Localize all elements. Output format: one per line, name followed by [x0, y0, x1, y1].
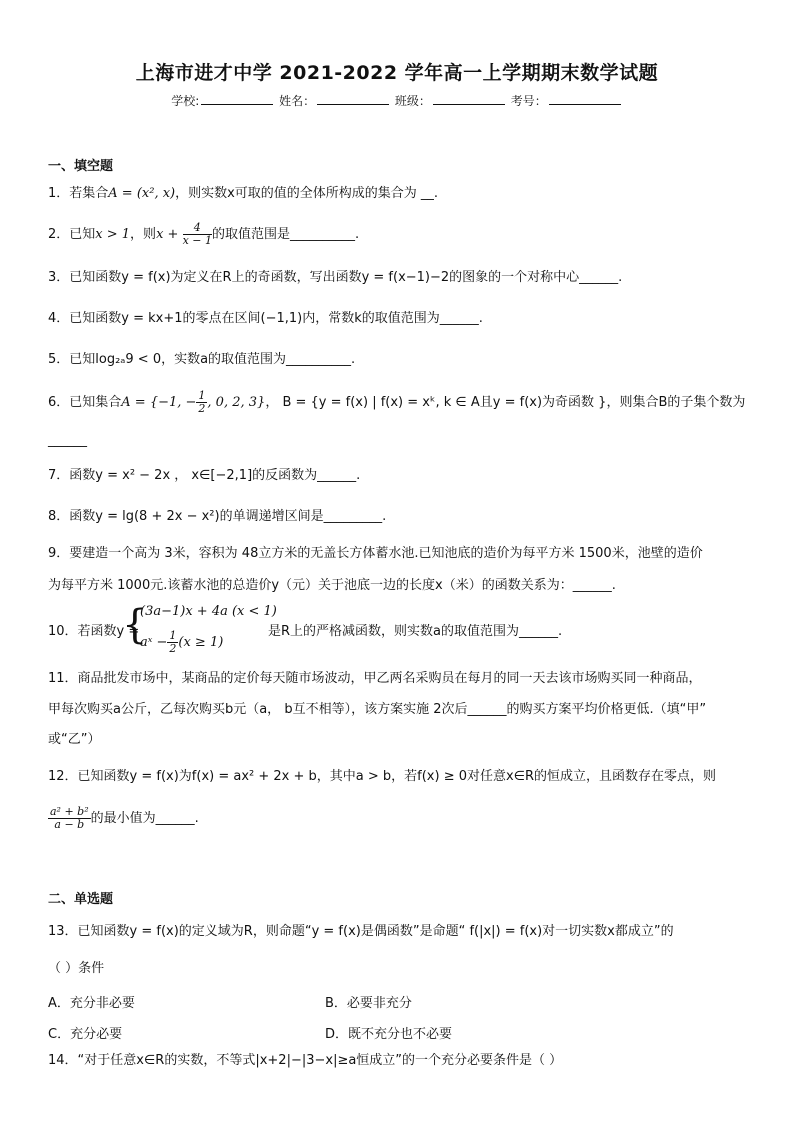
q10-numerator: 1 [169, 629, 177, 642]
question-12-line-2 [48, 806, 758, 832]
question-13-line-1: 13．已知函数y = f(x)的定义域为R，则命题“y = f(x)是偶函数”是命题“ f(|x|) = f(x)对一切实数x都成立”的 [48, 924, 674, 939]
question-12-line-1: 12．已知函数y = f(x)为f(x) = ax² + 2x + b，其中a > b，若f(x) ≥ 0对任意x∈R的恒成立，且函数存在零点，则 [48, 769, 717, 784]
question-11-line-2: 甲每次购买a公斤，乙每次购买b元（a， b互不相等），该方案实施 2次后______的购买方案平均价格更低.（填“甲” [48, 702, 707, 717]
question-5: 5．已知log₂ₐ9 < 0，实数a的取值范围为__________. [48, 352, 356, 367]
question-9-line-2: 为每平方米 1000元.该蓄水池的总造价y（元）关于池底一边的长度x（米）的函数关系为：______. [48, 578, 616, 593]
q2-suffix: 的取值范围是__________. [211, 227, 360, 242]
q1-set: A = (x², x) [108, 186, 176, 201]
q13-option-d[interactable]: D．既不充分也不必要 [325, 1027, 453, 1042]
q10-fraction [167, 630, 178, 655]
q6-denominator: 2 [198, 402, 206, 415]
question-14: 14．“对于任意x∈R的实数，不等式|x+2|−|3−x|≥a恒成立”的一个充分必要条件是（ ） [48, 1053, 563, 1068]
q12-suffix: 的最小值为______. [90, 811, 199, 826]
q6-prefix: 6．已知集合 [48, 395, 122, 410]
question-1 [48, 181, 758, 207]
question-11-line-1: 11．商品批发市场中，某商品的定价每天随市场波动，甲乙两名采购员在每月的同一天去该市场购买同一种商品， [48, 671, 702, 686]
class-label: 班级： [394, 94, 431, 108]
id-label: 考号： [510, 94, 547, 108]
exam-title: 上海市进才中学 2021-2022 学年高一上学期期末数学试题 [135, 62, 659, 84]
section-single-choice: 二、单选题 [48, 892, 114, 907]
q12-numerator: a² + b² [50, 805, 89, 818]
question-2 [48, 222, 758, 248]
question-9-line-1: 9．要建造一个高为 3米，容积为 48立方米的无盖长方体蓄水池.已知池底的造价为每平方米 1500米，池壁的造价 [48, 546, 703, 561]
question-10-suffix: 是R上的严格减函数，则实数a的取值范围为______. [268, 624, 563, 639]
question-4: 4．已知函数y = kx+1的零点在区间(−1,1)内，常数k的取值范围为______. [48, 311, 483, 326]
question-6 [48, 390, 758, 416]
q2-mid: ，则 [130, 227, 157, 242]
student-info-line [0, 92, 794, 109]
question-8: 8．函数y = lg(8 + 2x − x²)的单调递增区间是_________. [48, 509, 387, 524]
name-blank[interactable] [317, 92, 389, 105]
q6-set: A = {−1, − [121, 395, 197, 410]
q12-fraction [48, 806, 91, 831]
q2-fraction [183, 222, 212, 247]
q6-fraction [196, 390, 207, 415]
q13-option-b[interactable]: B．必要非充分 [325, 996, 412, 1011]
q2-condition: x > 1 [95, 227, 131, 242]
q2-denominator: x − 1 [182, 234, 212, 247]
q10-piece-2b: (x ≥ 1) [178, 635, 224, 650]
question-7: 7．函数y = x² − 2x ， x∈[−2,1]的反函数为______. [48, 468, 361, 483]
class-blank[interactable] [433, 92, 505, 105]
q10-denominator: 2 [169, 642, 177, 655]
question-10-prefix: 10．若函数y = [48, 624, 140, 639]
school-label: 学校: [171, 94, 200, 108]
q10-piece-1: (3a−1)x + 4a (x < 1) [140, 604, 277, 619]
q1-suffix: ，则实数x可取的值的全体所构成的集合为 __. [175, 186, 439, 201]
question-3: 3．已知函数y = f(x)为定义在R上的奇函数，写出函数y = f(x−1)−2的图象的一个对称中心______. [48, 270, 623, 285]
q2-numerator: 4 [183, 222, 212, 235]
school-blank[interactable] [201, 92, 273, 105]
q2-expr: x + [156, 227, 179, 242]
question-13-line-2: （ ）条件 [48, 961, 105, 976]
q6-suffix: ， B = {y = f(x) | f(x) = xᵏ, k ∈ A且y = f(x)为奇函数 }，则集合B的子集个数为 [265, 395, 746, 410]
q2-prefix: 2．已知 [48, 227, 96, 242]
q6-set-rest: , 0, 2, 3} [207, 395, 266, 410]
q6-numerator: 1 [198, 389, 206, 402]
name-label: 姓名： [279, 94, 316, 108]
q12-denominator: a − b [54, 818, 85, 831]
id-blank[interactable] [549, 92, 621, 105]
question-6-blank: ______ [48, 433, 87, 448]
q10-brace: { [122, 602, 148, 648]
q10-piece-2a: aˣ − [140, 635, 168, 650]
q13-option-c[interactable]: C．充分必要 [48, 1027, 123, 1042]
q13-option-a[interactable]: A．充分非必要 [48, 996, 135, 1011]
section-fill-in: 一、填空题 [48, 159, 114, 174]
q10-piece-2 [140, 630, 223, 655]
question-11-line-3: 或“乙”） [48, 732, 101, 747]
q1-prefix: 1．若集合 [48, 186, 109, 201]
